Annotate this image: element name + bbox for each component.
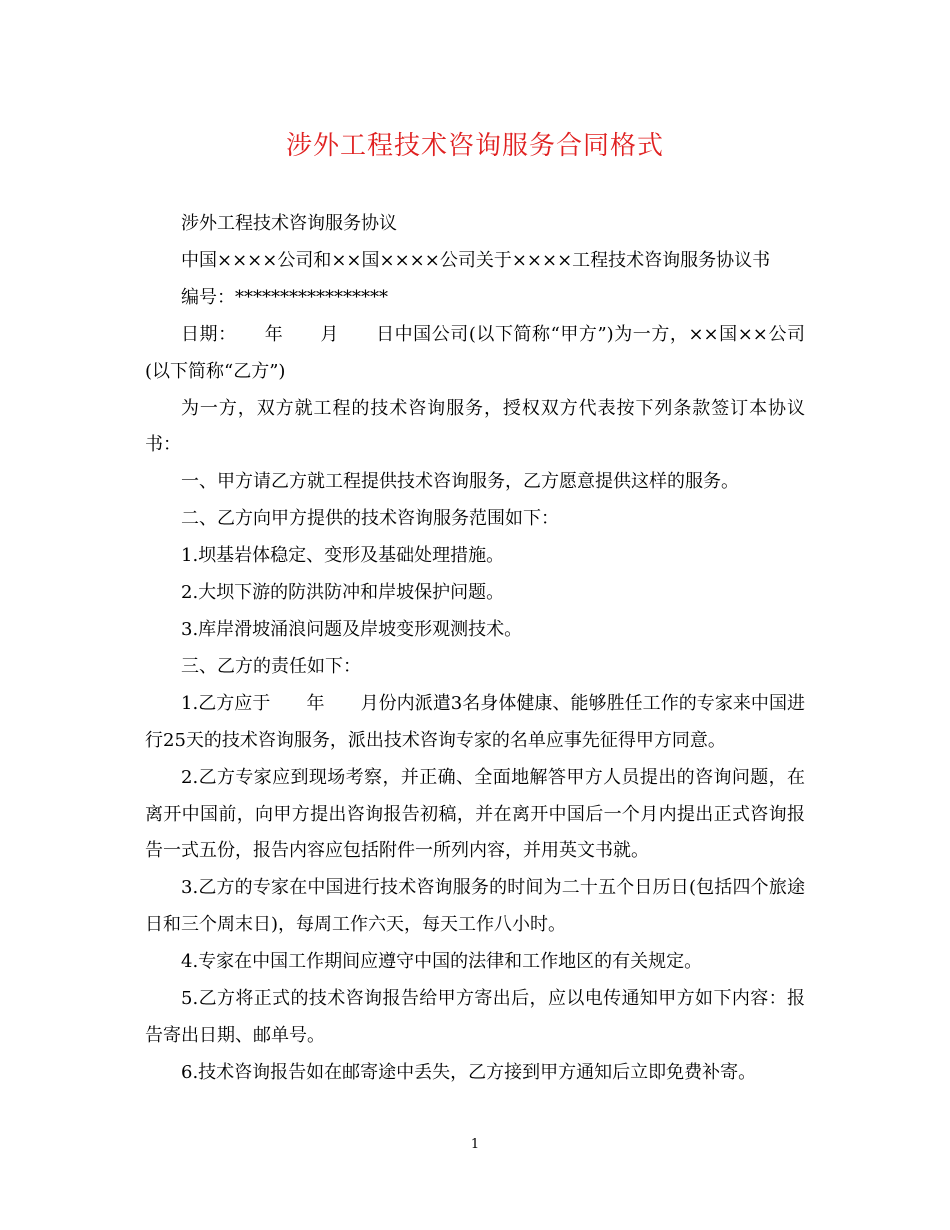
paragraph-preamble: 为一方，双方就工程的技术咨询服务，授权双方代表按下列条款签订本协议书： — [145, 397, 805, 456]
paragraph-agreement-name: 中国××××公司和××国××××公司关于××××工程技术咨询服务协议书 — [181, 249, 771, 271]
paragraph-clause-3-item-5: 5.乙方将正式的技术咨询报告给甲方寄出后，应以电传通知甲方如下内容：报告寄出日期、邮单号。 — [145, 988, 805, 1046]
paragraph-clause-3-item-4: 4.专家在中国工作期间应遵守中国的法律和工作地区的有关规定。 — [181, 951, 703, 973]
paragraph-clause-2: 二、乙方向甲方提供的技术咨询服务范围如下： — [181, 508, 559, 530]
paragraph-clause-1: 一、甲方请乙方就工程提供技术咨询服务，乙方愿意提供这样的服务。 — [181, 471, 739, 493]
paragraph-clause-3-item-2: 2.乙方专家应到现场考察，并正确、全面地解答甲方人员提出的咨询问题，在离开中国前，向甲方提出咨询报告初稿，并在离开中国后一个月内提出正式咨询报告一式五份，报告内容应包括附件一所列内容，并用英文书就。 — [145, 766, 805, 862]
paragraph-clause-2-item-3: 3.库岸滑坡涌浪问题及岸坡变形观测技术。 — [181, 618, 523, 640]
paragraph-date-parties: 日期： 年 月 日中国公司(以下简称“甲方”)为一方，××国××公司(以下简称“乙方”) — [145, 323, 805, 382]
page-number: 1 — [470, 1137, 480, 1152]
paragraph-clause-3-item-1: 1.乙方应于 年 月份内派遣3名身体健康、能够胜任工作的专家来中国进行25天的技术咨询服务，派出技术咨询专家的名单应事先征得甲方同意。 — [145, 692, 805, 751]
document-body — [145, 206, 805, 1092]
paragraph-number: 编号：***************** — [181, 286, 388, 308]
paragraph-clause-3: 三、乙方的责任如下： — [181, 655, 361, 677]
paragraph-clause-2-item-2: 2.大坝下游的防洪防冲和岸坡保护问题。 — [181, 582, 505, 604]
paragraph-clause-2-item-1: 1.坝基岩体稳定、变形及基础处理措施。 — [181, 545, 505, 567]
paragraph-clause-3-item-6: 6.技术咨询报告如在邮寄途中丢失，乙方接到甲方通知后立即免费补寄。 — [181, 1061, 757, 1083]
paragraph-subtitle: 涉外工程技术咨询服务协议 — [181, 213, 397, 234]
paragraph-clause-3-item-3: 3.乙方的专家在中国进行技术咨询服务的时间为二十五个日历日(包括四个旅途日和三个周末日)，每周工作六天，每天工作八小时。 — [145, 877, 805, 936]
document-title: 涉外工程技术咨询服务合同格式 — [285, 131, 664, 161]
